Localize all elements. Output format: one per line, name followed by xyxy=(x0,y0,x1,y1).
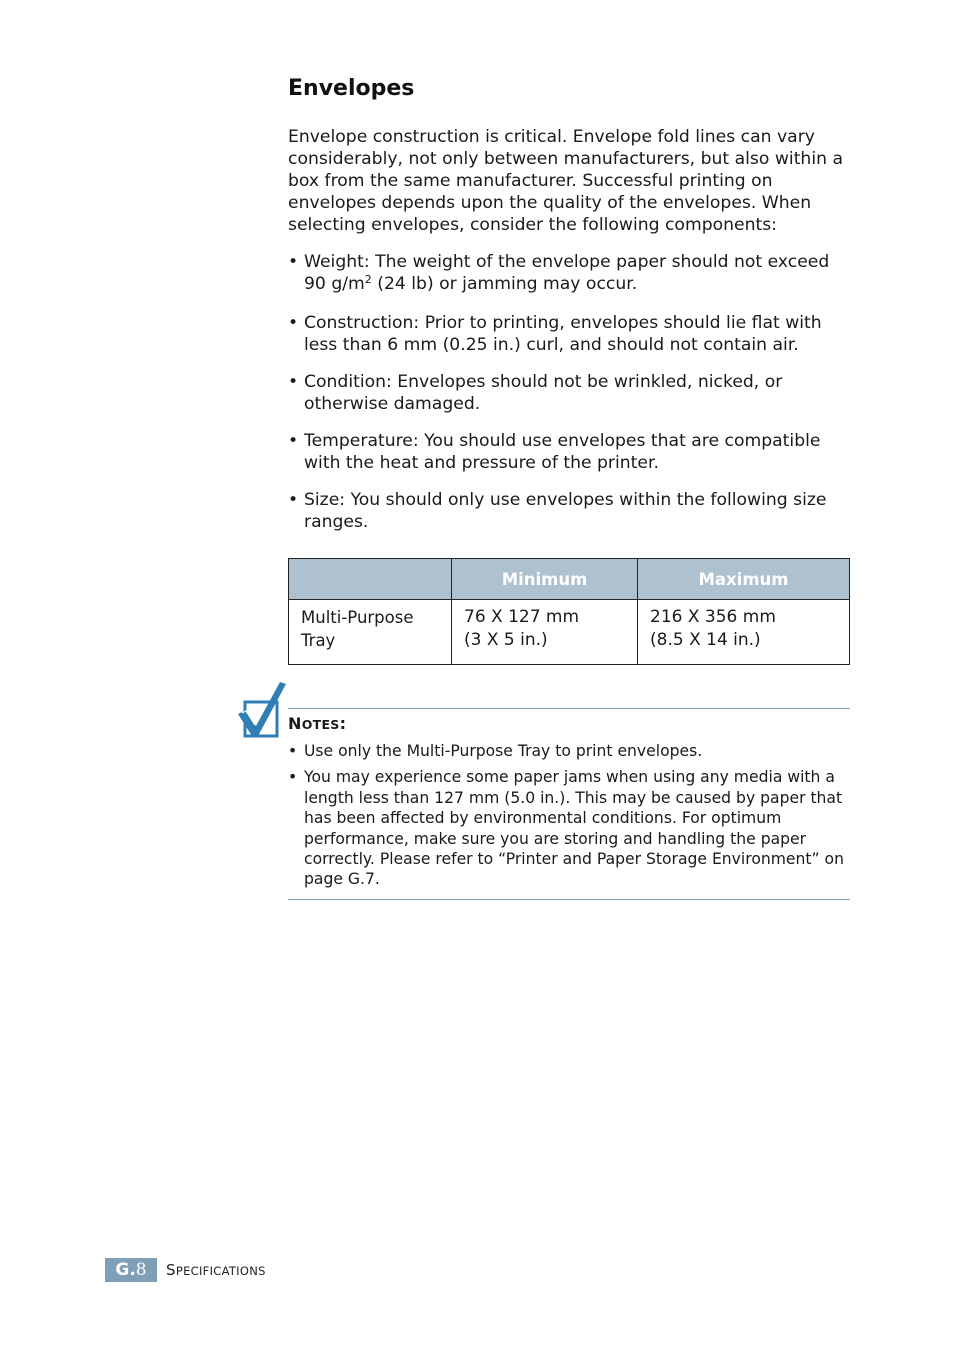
note-item xyxy=(288,741,850,761)
bullet-dot: • xyxy=(288,431,299,451)
maximum-line2: (8.5 X 14 in.) xyxy=(650,630,761,650)
temperature-text: Temperature: You should use envelopes that are compatible with the heat and pressure of the printer. xyxy=(304,431,821,473)
source-line1: Multi-Purpose xyxy=(301,608,414,627)
header-minimum: Minimum xyxy=(452,559,638,600)
notes-list xyxy=(288,741,850,896)
bullet-dot: • xyxy=(288,313,299,333)
table-row xyxy=(289,600,850,665)
bullet-dot: • xyxy=(288,490,299,510)
section-initial: S xyxy=(166,1261,176,1279)
bullet-weight xyxy=(288,251,850,295)
table-header-row xyxy=(289,559,850,600)
cell-minimum xyxy=(452,600,638,665)
size-text: Size: You should only use envelopes within the following size ranges. xyxy=(304,490,827,532)
envelope-components-list xyxy=(288,251,850,548)
notes-title xyxy=(288,714,346,733)
page-prefix: G. xyxy=(115,1260,136,1280)
notes-top-rule xyxy=(288,708,850,709)
page-number: 8 xyxy=(135,1260,147,1280)
envelope-size-table xyxy=(288,558,850,665)
bullet-temperature xyxy=(288,430,850,474)
intro-paragraph: Envelope construction is critical. Envelope fold lines can vary considerably, not only between manufacturers, but also within a box from the same manufacturer. Successful printing on envelopes depends upon the quality of the envelopes. When selecting envelopes, consider the following components: xyxy=(288,127,843,235)
bullet-condition xyxy=(288,371,850,415)
page-number-tab xyxy=(105,1258,157,1282)
condition-text: Condition: Envelopes should not be wrinkled, nicked, or otherwise damaged. xyxy=(304,372,783,414)
bullet-construction xyxy=(288,312,850,356)
note-item xyxy=(288,767,850,889)
weight-superscript: 2 xyxy=(364,273,372,286)
weight-text: Weight: The weight of the envelope paper should not exceed 90 g/m xyxy=(304,252,830,294)
maximum-line1: 216 X 356 mm xyxy=(650,607,776,627)
notes-title-initial: N xyxy=(288,714,302,733)
weight-text-end: (24 lb) or jamming may occur. xyxy=(371,274,638,294)
section-rest: PECIFICATIONS xyxy=(175,1264,266,1278)
cell-maximum xyxy=(638,600,850,665)
bullet-dot: • xyxy=(288,372,299,392)
bullet-dot: • xyxy=(288,252,299,272)
source-line2: Tray xyxy=(301,631,336,650)
cell-source xyxy=(289,600,452,665)
header-blank xyxy=(289,559,452,600)
construction-text: Construction: Prior to printing, envelopes should lie flat with less than 6 mm (0.25 in.) curl, and should not contain air. xyxy=(304,313,822,355)
bullet-dot: • xyxy=(288,768,298,787)
bullet-dot: • xyxy=(288,742,298,760)
minimum-line2: (3 X 5 in.) xyxy=(464,630,548,650)
note-text: Use only the Multi-Purpose Tray to print envelopes. xyxy=(304,742,703,760)
footer-section-title xyxy=(166,1261,266,1279)
notes-title-colon: : xyxy=(339,714,347,733)
minimum-line1: 76 X 127 mm xyxy=(464,607,580,627)
bullet-size xyxy=(288,489,850,533)
notes-bottom-rule xyxy=(288,899,850,900)
section-heading: Envelopes xyxy=(288,76,415,101)
header-maximum: Maximum xyxy=(638,559,850,600)
note-text: You may experience some paper jams when using any media with a length less than 127 mm (5.0 in.). This may be caused by paper that has been affected by environmental conditions. For optimum performance, make sure you are storing and handling the paper correctly. Please refer to “Printer and Paper Storage Environment” on page G.7. xyxy=(304,768,844,889)
checkmark-note-icon xyxy=(236,680,288,742)
notes-title-rest: OTES xyxy=(301,717,340,732)
